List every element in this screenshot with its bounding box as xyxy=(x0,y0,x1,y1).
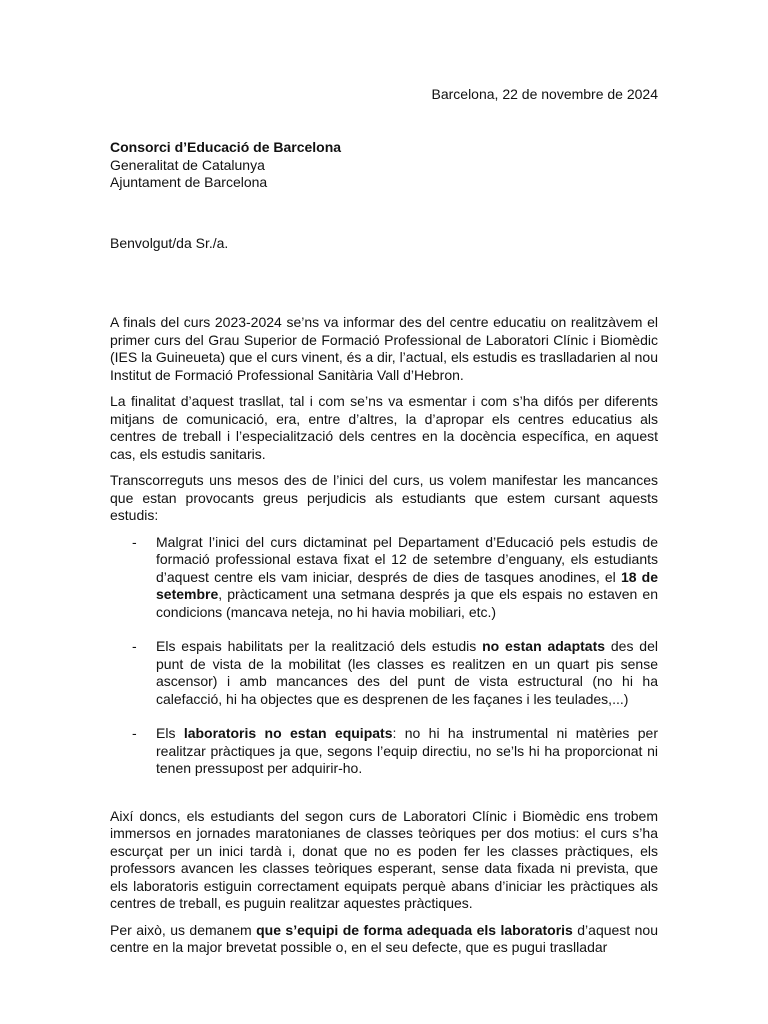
recipient-block xyxy=(110,139,341,192)
list-item-text: Els espais habilitats per la realització dels estudis xyxy=(156,638,483,654)
recipient-line-3: Ajuntament de Barcelona xyxy=(110,174,268,190)
paragraph-1: A finals del curs 2023-2024 se’ns va informar des del centre educatiu on realitzàvem el primer curs del Grau Superior de Formació Professional de Laboratori Clínic i Biomèdic (IES la Guineueta) que el curs vinent, és a dir, l’actual, els estudis es traslladarien al nou Institut de Formació Professional Sanitària Vall d’Hebron. xyxy=(110,314,658,383)
list-item xyxy=(110,725,658,778)
list-item-text: Malgrat l’inici del curs dictaminat pel Departament d’Educació pels estudis de formació professional estava fixat el 12 de setembre d’enguany, els estudiants d’aquest centre els vam iniciar, després de dies de tasques anodines, el xyxy=(156,533,658,585)
list-item-bold-text: laboratoris no estan equipats xyxy=(183,725,393,741)
bullet-dash: - xyxy=(132,725,137,741)
letter-date: Barcelona, 22 de novembre de 2024 xyxy=(431,86,658,102)
bullet-dash: - xyxy=(132,638,137,654)
list-item-text: des del punt de vista de la mobilitat (les classes es realitzen en un quart pis sense ascensor) i amb mancances des del punt de vista estructural (no hi ha calefacció, hi ha objectes que es desprenen de les façanes i les teulades,...) xyxy=(156,638,658,707)
recipient-line-2: Generalitat de Catalunya xyxy=(110,156,265,173)
list-item-text: : no hi ha instrumental ni matèries per realitzar pràctiques ja que, segons l’equip directiu, no se’ls hi ha proporcionat ni tenen pressupost per adquirir-ho. xyxy=(156,725,658,776)
list-item xyxy=(110,534,658,622)
paragraph-2: La finalitat d’aquest trasllat, tal i com se’ns va esmentar i com s’ha difós per diferents mitjans de comunicació, era, entre d’altres, la d’apropar els centres educatius als centres de treball i l’especialització dels centres en la docència específica, en aquest cas, els estudis sanitaris. xyxy=(110,393,658,462)
paragraph-3: Transcorreguts uns mesos des de l’inici del curs, us volem manifestar les mancances que estan provocants greus perjudicis als estudiants que estem cursant aquests estudis: xyxy=(110,472,658,523)
paragraph-5 xyxy=(110,922,658,957)
recipient-organization: Consorci d’Educació de Barcelona xyxy=(110,139,342,155)
grievance-list xyxy=(110,534,658,778)
bullet-dash: - xyxy=(132,533,137,550)
letter-body xyxy=(110,314,658,966)
list-item-bold-text: 18 de setembre xyxy=(156,568,658,602)
salutation: Benvolgut/da Sr./a. xyxy=(110,235,229,251)
paragraph-5-text: Per això, us demanem xyxy=(110,921,257,938)
list-item xyxy=(110,638,658,708)
list-item-bold-text: no estan adaptats xyxy=(482,638,606,654)
paragraph-5-text: d’aquest nou centre en la major brevetat possible o, en el seu defecte, que es pugui traslladar xyxy=(110,921,658,955)
list-item-text: Els xyxy=(156,725,184,741)
paragraph-4: Així doncs, els estudiants del segon curs de Laboratori Clínic i Biomèdic ens trobem immersos en jornades maratonianes de classes teòriques per dos motius: el curs s’ha escurçat per un inici tardà i, donat que no es poden fer les classes pràctiques, els professors avancen les classes teòriques esperant, sense data fixada ni prevista, que els laboratoris estiguin correctament equipats perquè abans d’iniciar les pràctiques als centres de treball, es puguin realitzar aquestes pràctiques. xyxy=(110,807,658,911)
paragraph-5-bold-text: que s’equipi de forma adequada els laboratoris xyxy=(256,921,573,938)
list-item-text: , pràcticament una setmana després ja que els espais no estaven en condicions (mancava neteja, no hi havia mobiliari, etc.) xyxy=(156,586,658,620)
